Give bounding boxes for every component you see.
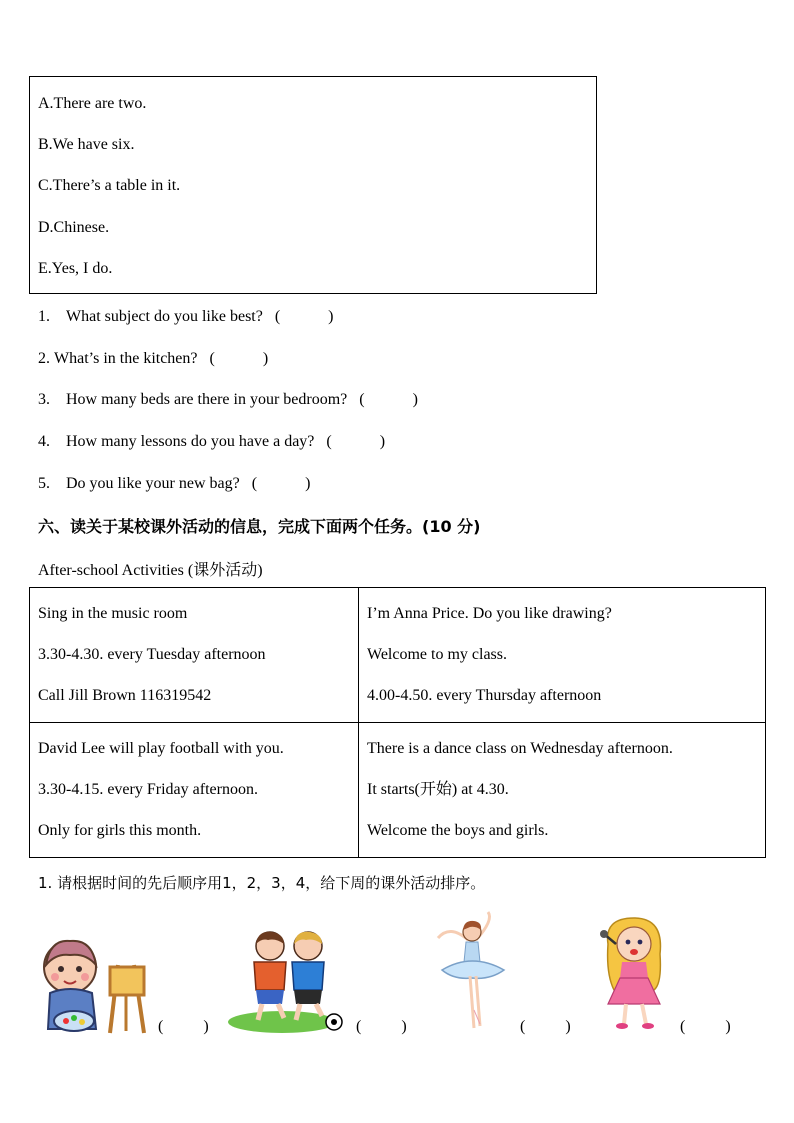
activity-line: 3.30-4.15. every Friday afternoon. [38, 780, 258, 798]
option-a: A.There are two. [38, 95, 147, 112]
boys-football-icon [228, 928, 346, 1034]
question-1 [38, 308, 334, 326]
option-c: C.There’s a table in it. [38, 177, 181, 194]
picture-4-blank[interactable]: ( ) [680, 1018, 731, 1035]
question-number: 3. [38, 391, 50, 408]
activity-dance [359, 723, 766, 858]
girl-singing-icon [594, 914, 674, 1032]
activity-line: 3.30-4.30. every Tuesday afternoon [38, 645, 266, 663]
option-e: E.Yes, I do. [38, 260, 113, 277]
activity-line: It starts(开始) at 4.30. [367, 780, 509, 798]
question-text: What subject do you like best? [66, 308, 263, 325]
activity-line: Sing in the music room [38, 605, 188, 622]
activity-line: 4.00-4.50. every Thursday afternoon [367, 687, 602, 704]
options-box [29, 76, 597, 294]
question-2 [38, 350, 268, 368]
activity-line: There is a dance class on Wednesday afternoon. [367, 740, 673, 757]
question-text: How many lessons do you have a day? [66, 433, 315, 450]
question-number: 1. [38, 308, 50, 325]
picture-3-blank[interactable]: ( ) [520, 1018, 571, 1035]
activities-table [29, 587, 766, 858]
question-number: 5. [38, 475, 50, 492]
activity-line: David Lee will play football with you. [38, 740, 284, 757]
answer-blank[interactable]: ( ) [359, 391, 418, 408]
activity-line: Call Jill Brown 116319542 [38, 687, 212, 704]
activity-singing [30, 588, 359, 723]
ballet-dancer-icon [430, 910, 516, 1032]
answer-blank[interactable]: ( ) [274, 308, 334, 325]
question-text: What’s in the kitchen? [54, 350, 198, 367]
question-number: 2. [38, 350, 50, 367]
answer-blank[interactable]: ( ) [209, 350, 269, 367]
question-4 [38, 433, 385, 451]
activity-line: I’m Anna Price. Do you like drawing? [367, 605, 612, 622]
question-text: How many beds are there in your bedroom? [66, 391, 348, 408]
task-1-instruction: 1. 请根据时间的先后顺序用1，2，3，4，给下周的课外活动排序。 [38, 874, 486, 892]
table-row [30, 588, 766, 723]
section-heading: 六、读关于某校课外活动的信息，完成下面两个任务。(10 分) [38, 517, 481, 536]
question-5 [38, 475, 310, 493]
activity-line: Only for girls this month. [38, 822, 202, 839]
question-3 [38, 391, 418, 409]
activity-line: Welcome to my class. [367, 645, 508, 663]
question-text: Do you like your new bag? [66, 475, 240, 492]
picture-1-blank[interactable]: ( ) [158, 1018, 209, 1035]
activity-drawing [359, 588, 766, 723]
answer-blank[interactable]: ( ) [326, 433, 386, 450]
picture-2-blank[interactable]: ( ) [356, 1018, 407, 1035]
girl-painting-icon [40, 935, 152, 1035]
section-subtitle: After-school Activities (课外活动) [38, 562, 263, 579]
table-row [30, 723, 766, 858]
option-d: D.Chinese. [38, 219, 110, 236]
option-b: B.We have six. [38, 136, 135, 153]
activity-football [30, 723, 359, 858]
question-number: 4. [38, 433, 50, 450]
activity-line: Welcome the boys and girls. [367, 822, 549, 839]
answer-blank[interactable]: ( ) [251, 475, 311, 492]
